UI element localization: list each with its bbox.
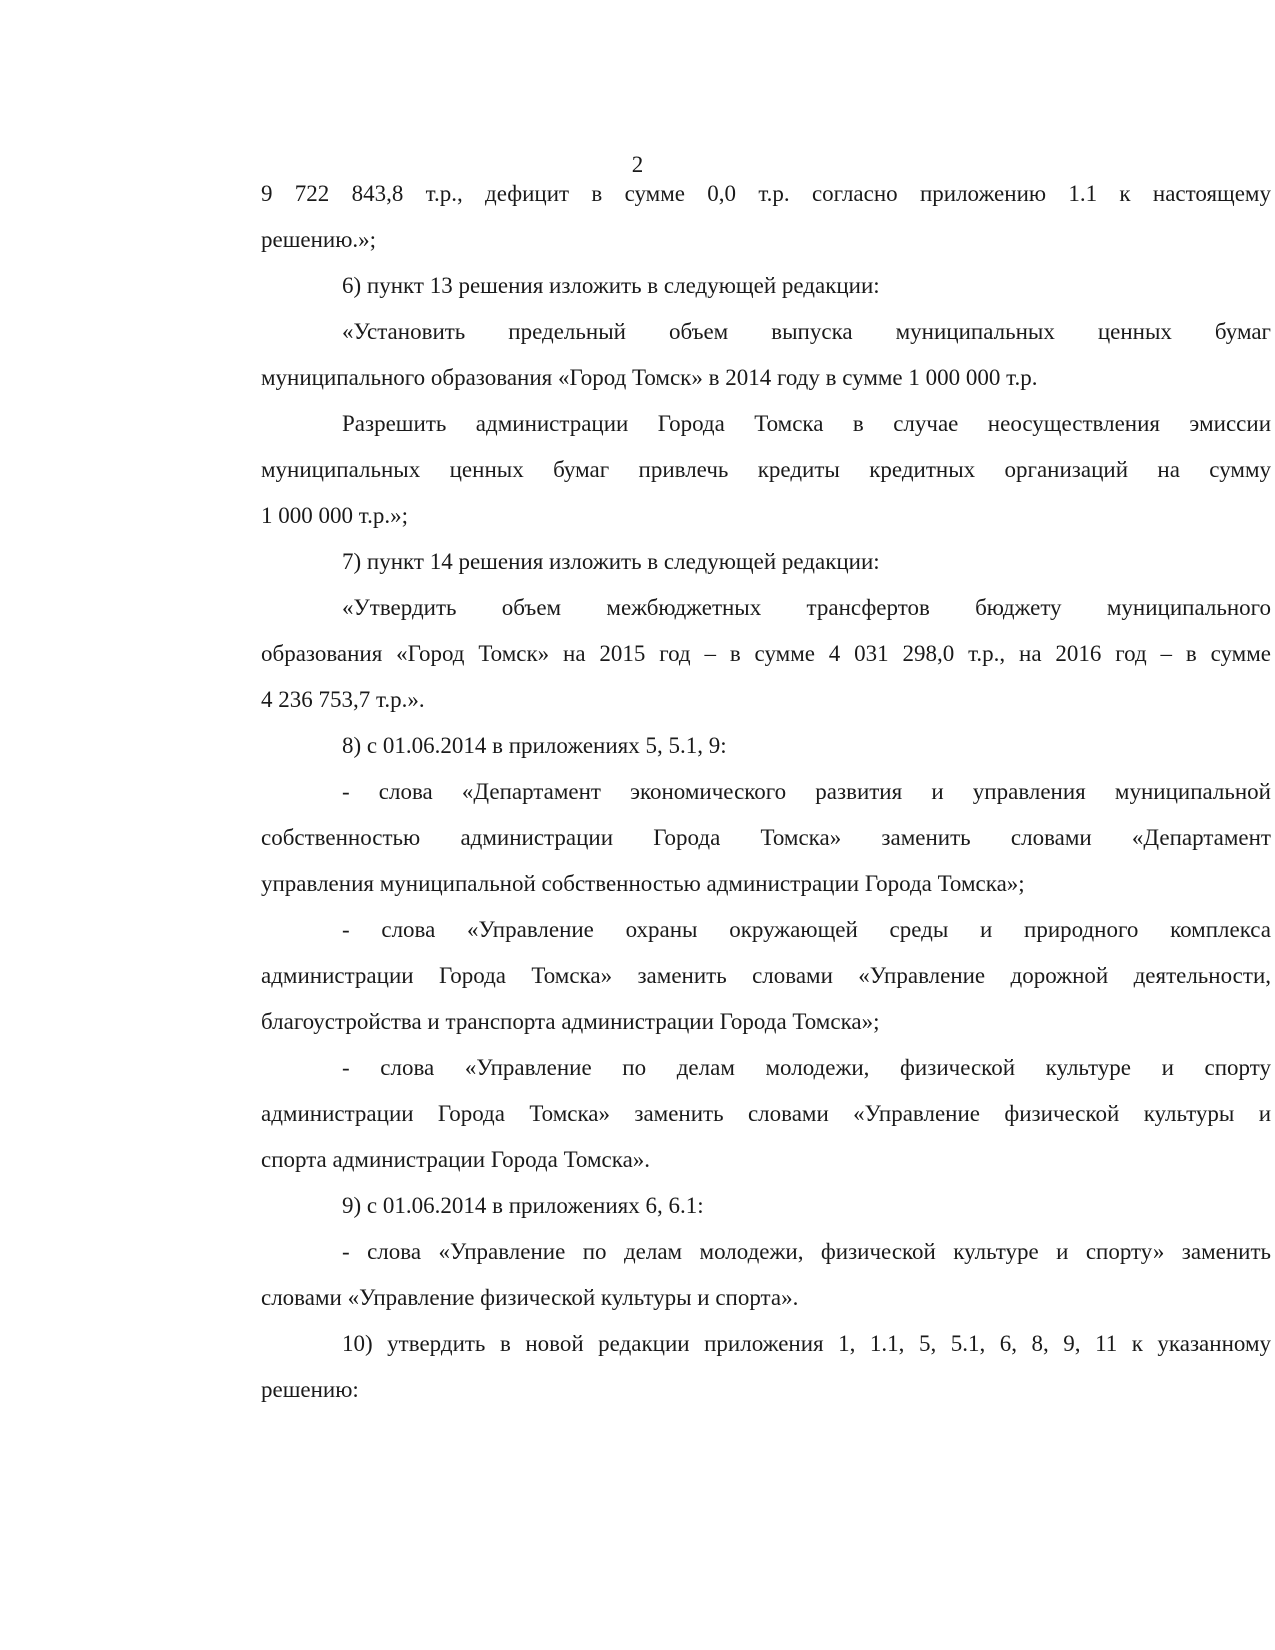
- text-line: администрации Города Томска» заменить словами «Управление физической культуры и: [261, 1101, 1271, 1126]
- text-line: Разрешить администрации Города Томска в случае неосуществления эмиссии: [342, 411, 1271, 436]
- text-line: 8) с 01.06.2014 в приложениях 5, 5.1, 9:: [342, 733, 727, 758]
- text-line: управления муниципальной собственностью администрации Города Томска»;: [261, 871, 1025, 896]
- text-line: «Утвердить объем межбюджетных трансфертов бюджету муниципального: [342, 595, 1271, 620]
- text-line: администрации Города Томска» заменить словами «Управление дорожной деятельности,: [261, 963, 1271, 988]
- text-line: муниципальных ценных бумаг привлечь кредиты кредитных организаций на сумму: [261, 457, 1271, 482]
- page-number: 2: [631, 152, 644, 177]
- document-body: [261, 171, 1275, 1471]
- text-line: - слова «Департамент экономического развития и управления муниципальной: [342, 779, 1271, 804]
- text-line: словами «Управление физической культуры и спорта».: [261, 1285, 799, 1310]
- text-line: муниципального образования «Город Томск» в 2014 году в сумме 1 000 000 т.р.: [261, 365, 1038, 390]
- text-line: - слова «Управление охраны окружающей среды и природного комплекса: [342, 917, 1271, 942]
- text-line: 4 236 753,7 т.р.».: [261, 687, 425, 712]
- text-line: решению.»;: [261, 227, 377, 252]
- text-line: 9) с 01.06.2014 в приложениях 6, 6.1:: [342, 1193, 704, 1218]
- text-line: 7) пункт 14 решения изложить в следующей редакции:: [342, 549, 880, 574]
- text-line: - слова «Управление по делам молодежи, физической культуре и спорту» заменить: [342, 1239, 1271, 1264]
- text-line: 10) утвердить в новой редакции приложения 1, 1.1, 5, 5.1, 6, 8, 9, 11 к указанному: [342, 1331, 1271, 1356]
- text-line: спорта администрации Города Томска».: [261, 1147, 651, 1172]
- text-line: «Установить предельный объем выпуска муниципальных ценных бумаг: [342, 319, 1271, 344]
- text-line: 6) пункт 13 решения изложить в следующей редакции:: [342, 273, 880, 298]
- text-line: - слова «Управление по делам молодежи, физической культуре и спорту: [342, 1055, 1271, 1080]
- text-line: образования «Город Томск» на 2015 год – в сумме 4 031 298,0 т.р., на 2016 год – в сумме: [261, 641, 1271, 666]
- text-line: собственностью администрации Города Томска» заменить словами «Департамент: [261, 825, 1271, 850]
- text-line: 1 000 000 т.р.»;: [261, 503, 408, 528]
- text-line: 9 722 843,8 т.р., дефицит в сумме 0,0 т.р. согласно приложению 1.1 к настоящему: [261, 181, 1271, 206]
- text-line: решению:: [261, 1377, 359, 1402]
- text-line: благоустройства и транспорта администрации Города Томска»;: [261, 1009, 880, 1034]
